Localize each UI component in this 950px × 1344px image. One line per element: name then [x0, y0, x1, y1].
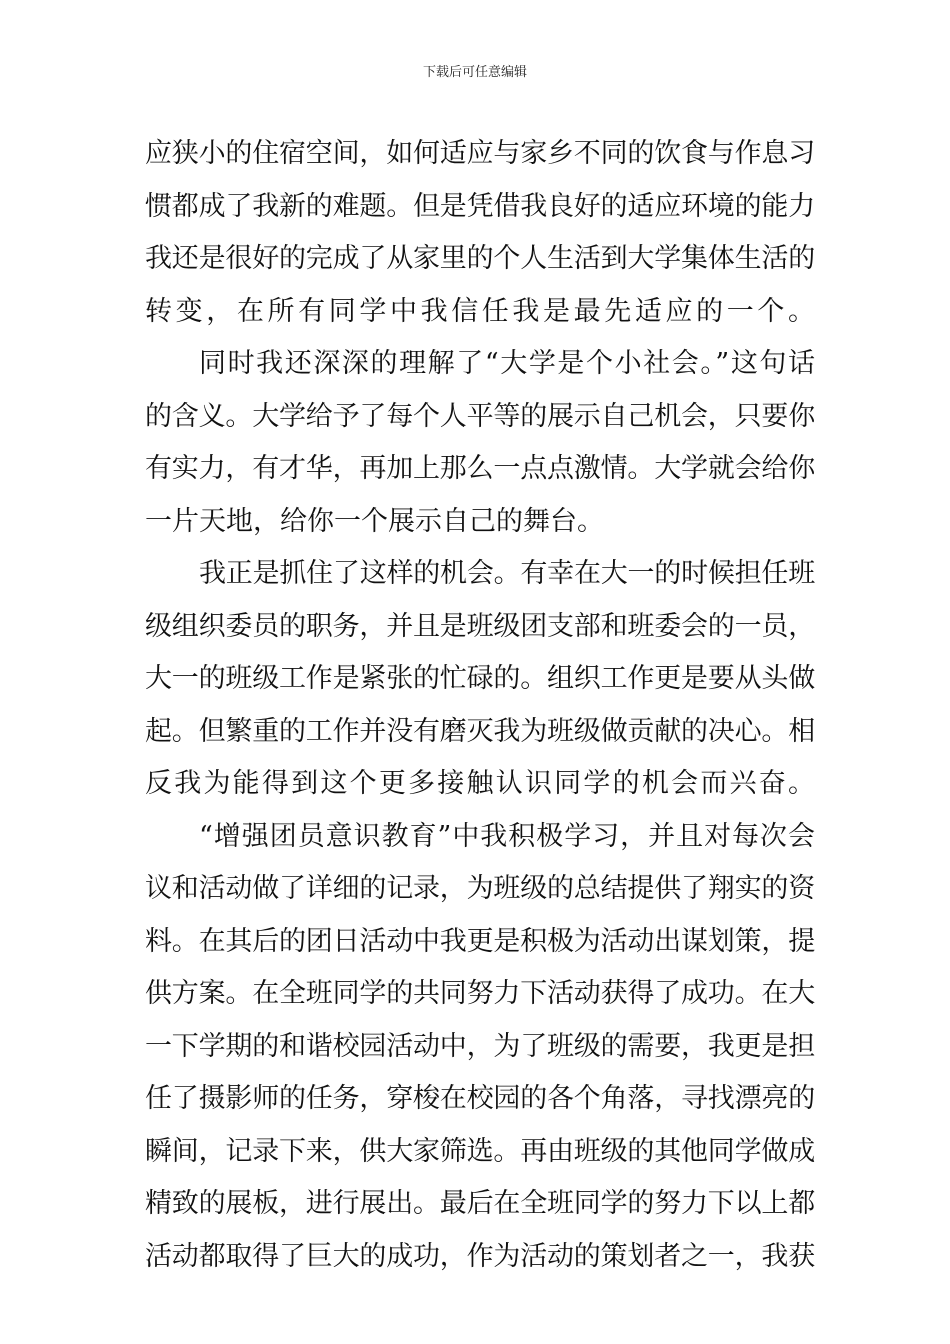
- text-line: 一片天地，给你一个展示自己的舞台。: [145, 505, 604, 537]
- text-line: 我正是抓住了这样的机会。有幸在大一的时候担任班: [199, 558, 815, 589]
- text-line: 活动都取得了巨大的成功，作为活动的策划者之一，我获: [145, 1240, 815, 1272]
- text-line: 瞬间，记录下来，供大家筛选。再由班级的其他同学做成: [145, 1135, 815, 1167]
- text-line: “增强团员意识教育”中我积极学习，并且对每次会: [199, 820, 816, 852]
- text-line: 应狭小的住宿空间，如何适应与家乡不同的饮食与作息习: [145, 138, 815, 169]
- text-line: 的含义。大学给予了每个人平等的展示自己机会，只要你: [145, 400, 815, 432]
- text-line: 供方案。在全班同学的共同努力下活动获得了成功。在大: [145, 978, 815, 1009]
- text-line: 料。在其后的团日活动中我更是积极为活动出谋划策，提: [145, 925, 815, 957]
- text-line: 大一的班级工作是紧张的忙碌的。组织工作更是要从头做: [145, 663, 815, 694]
- text-line: 惯都成了我新的难题。但是凭借我良好的适应环境的能力: [145, 190, 815, 222]
- text-line: 同时我还深深的理解了“大学是个小社会。”这句话: [199, 348, 817, 379]
- document-body: [145, 128, 819, 1283]
- text-line: 任了摄影师的任务，穿梭在校园的各个角落，寻找漂亮的: [145, 1083, 815, 1114]
- text-line: 起。但繁重的工作并没有磨灭我为班级做贡献的决心。相: [145, 715, 815, 747]
- page-header: 下载后可任意编辑: [422, 65, 527, 80]
- text-line: 转变，在所有同学中我信任我是最先适应的一个。: [145, 295, 819, 327]
- text-line: 有实力，有才华，再加上那么一点点激情。大学就会给你: [145, 453, 815, 484]
- text-line: 我还是很好的完成了从家里的个人生活到大学集体生活的: [145, 243, 815, 274]
- text-line: 级组织委员的职务，并且是班级团支部和班委会的一员，: [145, 610, 815, 642]
- text-line: 精致的展板，进行展出。最后在全班同学的努力下以上都: [145, 1188, 815, 1219]
- text-line: 一下学期的和谐校园活动中，为了班级的需要，我更是担: [145, 1030, 815, 1062]
- text-line: 议和活动做了详细的记录，为班级的总结提供了翔实的资: [145, 873, 815, 904]
- text-line: 反我为能得到这个更多接触认识同学的机会而兴奋。: [145, 768, 818, 799]
